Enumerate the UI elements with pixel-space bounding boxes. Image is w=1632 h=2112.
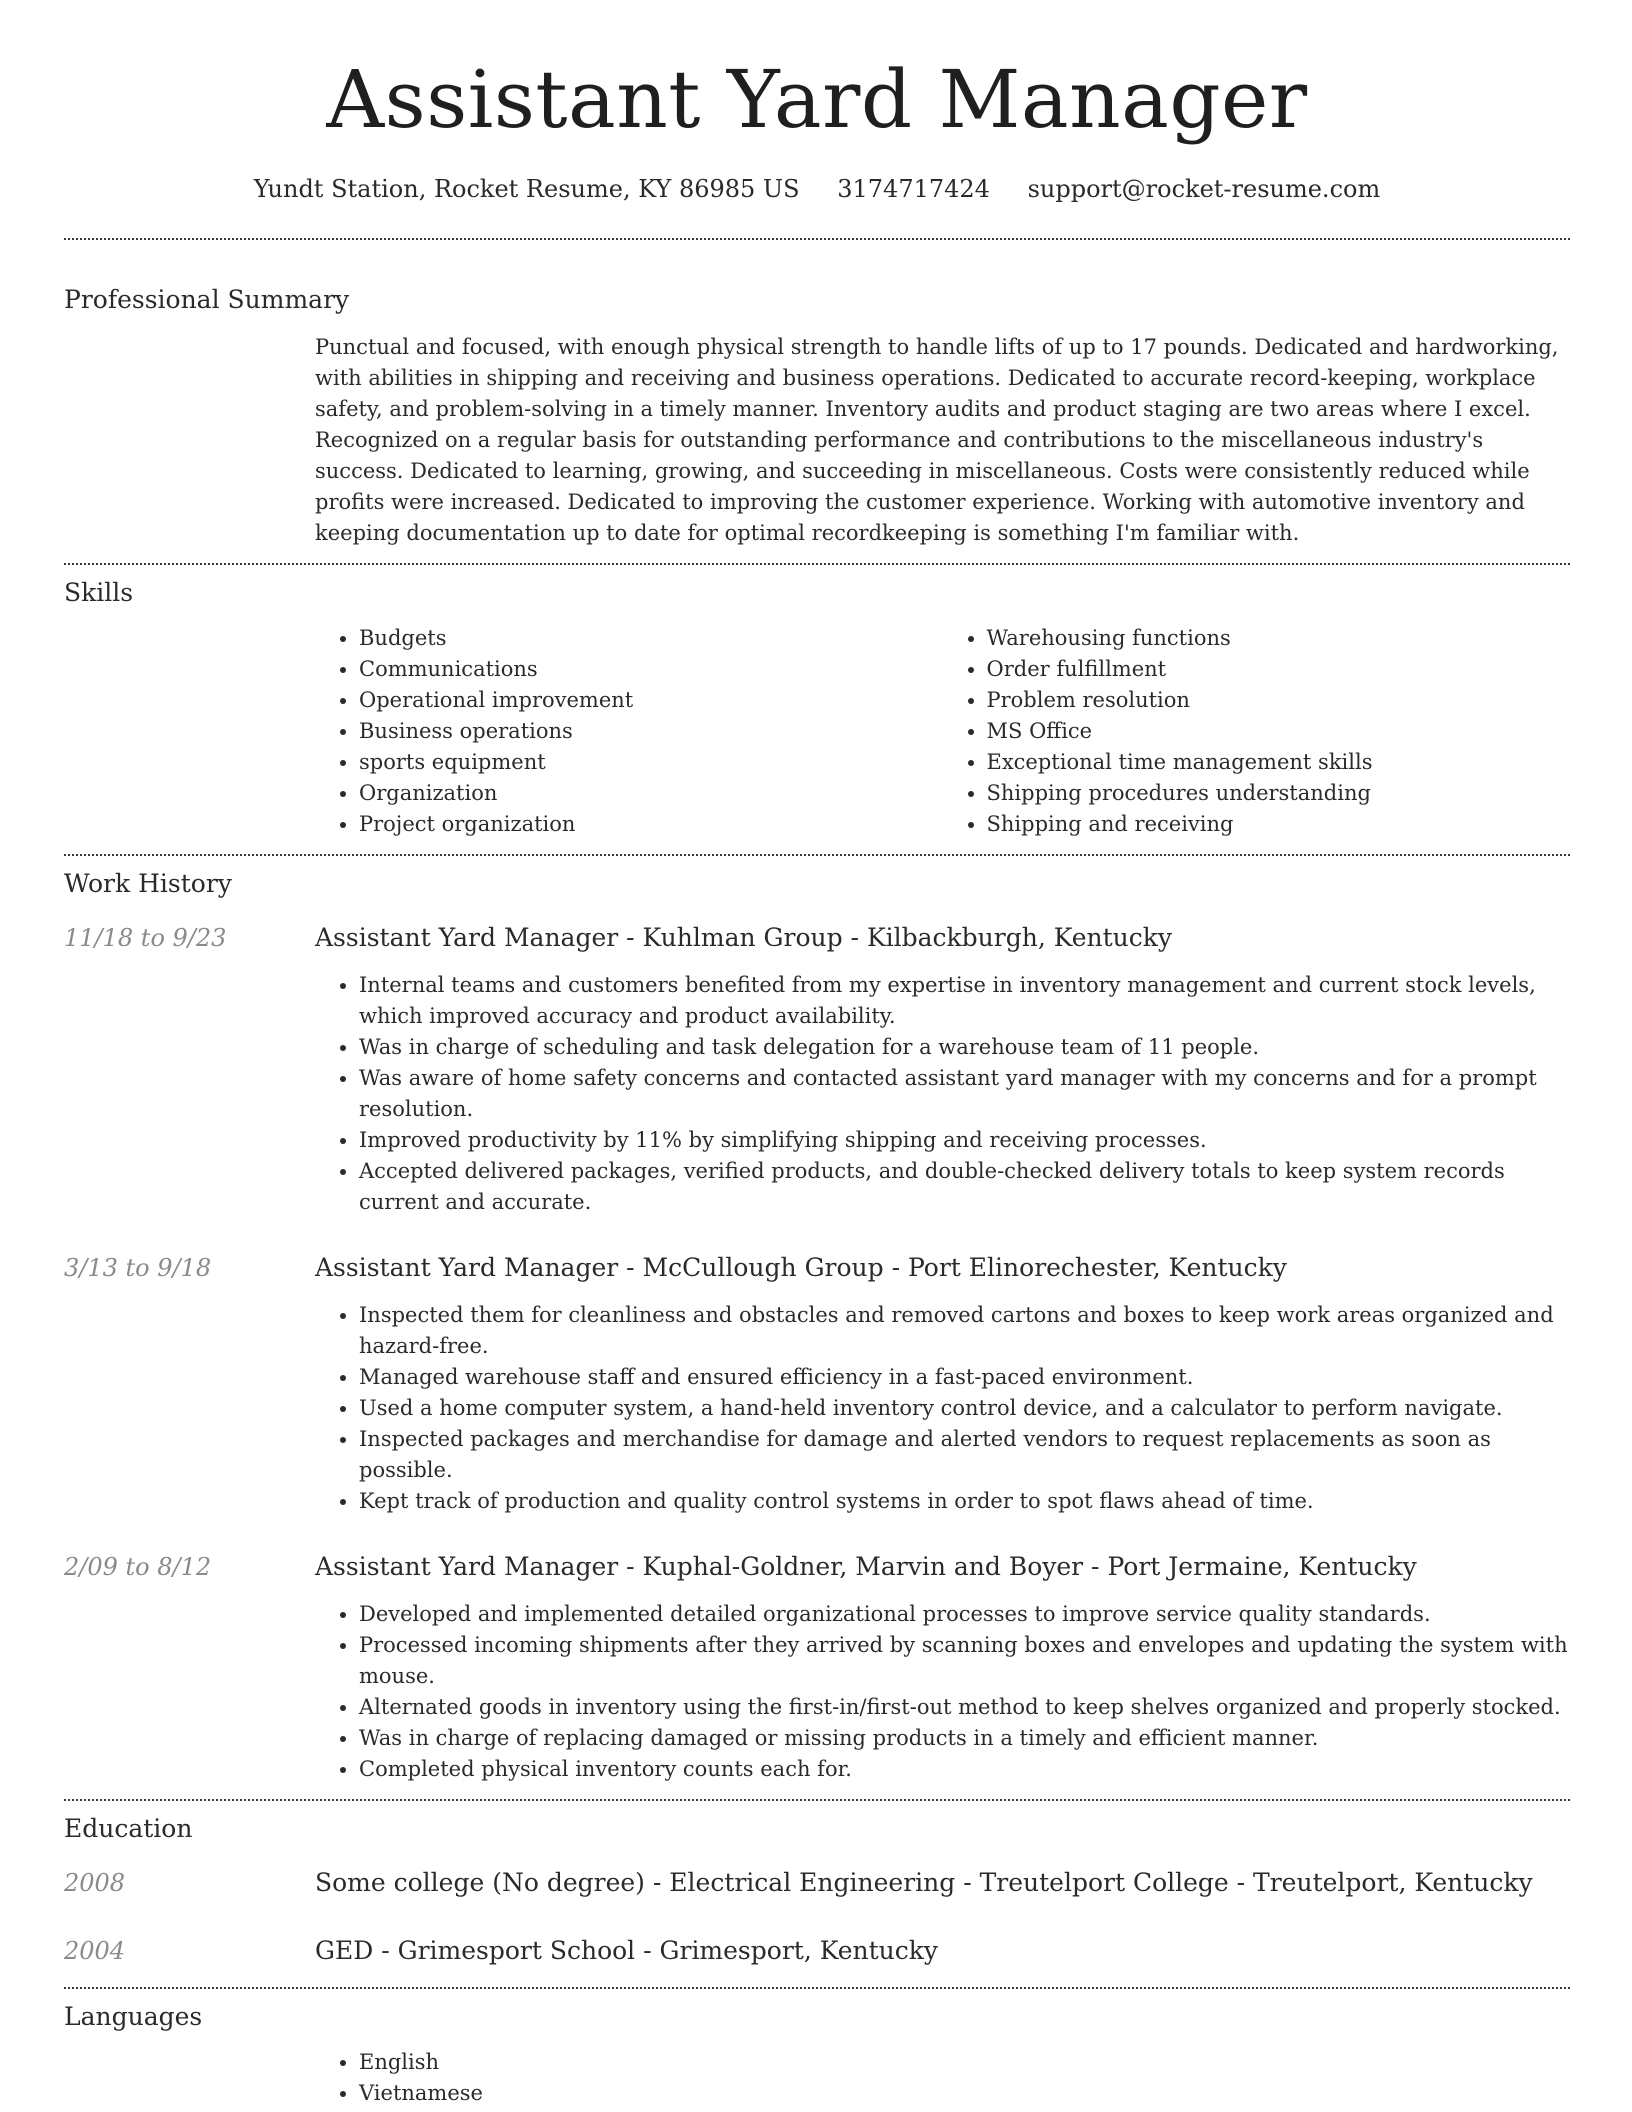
contact-line: [64, 174, 1570, 204]
skill-item: • Budgets: [359, 623, 943, 654]
job-dates: 2/09 to 8/12: [64, 1553, 212, 1581]
education-title: GED - Grimesport School - Grimesport, Kentucky: [315, 1936, 939, 1965]
contact-phone: 3174717424: [837, 175, 990, 203]
section-title-skills: Skills: [64, 578, 134, 607]
divider: [64, 1987, 1570, 1989]
job-duty: • Was aware of home safety concerns and contacted assistant yard manager with my concerns and for a prompt resolution.: [359, 1063, 1570, 1125]
job-title: Assistant Yard Manager - Kuphal-Goldner, Marvin and Boyer - Port Jermaine, Kentucky: [315, 1552, 1417, 1581]
job-duty: • Inspected packages and merchandise for damage and alerted vendors to request replacements as soon as possible.: [359, 1424, 1570, 1486]
job-duties: [315, 1300, 1570, 1517]
skill-item: • sports equipment: [359, 747, 943, 778]
job-duty: • Developed and implemented detailed organizational processes to improve service quality standards.: [359, 1599, 1570, 1630]
job-duty: • Was in charge of scheduling and task delegation for a warehouse team of 11 people.: [359, 1032, 1570, 1063]
job-duty: • Processed incoming shipments after they arrived by scanning boxes and envelopes and updating the system with mouse.: [359, 1630, 1570, 1692]
skill-item: • Order fulfillment: [987, 654, 1571, 685]
job-duty: • Completed physical inventory counts each for.: [359, 1754, 1570, 1785]
languages-list: [315, 2047, 1570, 2109]
summary-text: Punctual and focused, with enough physical strength to handle lifts of up to 17 pounds. Dedicated and hardworking, with abilities in shipping and receiving and business operations. Dedicated to accurate record-keeping, workplace safety, and problem-solving in a timely manner. Inventory audits and product staging are two areas where I excel. Recognized on a regular basis for outstanding performance and contributions to the miscellaneous industry's success. Dedicated to learning, growing, and succeeding in miscellaneous. Costs were consistently reduced while profits were increased. Dedicated to improving the customer experience. Working with automotive inventory and keeping documentation up to date for optimal recordkeeping is something I'm familiar with.: [315, 335, 1559, 545]
resume-name: Assistant Yard Manager: [326, 53, 1308, 146]
job-title: Assistant Yard Manager - Kuhlman Group - Kilbackburgh, Kentucky: [315, 923, 1173, 952]
skill-item: • MS Office: [987, 716, 1571, 747]
skills-column-right: [943, 623, 1571, 840]
job-duties: [315, 1599, 1570, 1785]
divider: [64, 238, 1570, 240]
education-entry: [64, 1867, 1570, 1899]
skill-item: • Operational improvement: [359, 685, 943, 716]
divider: [64, 563, 1570, 565]
skill-item: • Shipping procedures understanding: [987, 778, 1571, 809]
skill-item: • Exceptional time management skills: [987, 747, 1571, 778]
skill-item: • Project organization: [359, 809, 943, 840]
education-year: 2004: [64, 1937, 126, 1965]
education-year: 2008: [64, 1869, 126, 1897]
skill-item: • Business operations: [359, 716, 943, 747]
skill-item: • Problem resolution: [987, 685, 1571, 716]
job-dates: 3/13 to 9/18: [64, 1254, 212, 1282]
job-duty: • Was in charge of replacing damaged or missing products in a timely and efficient manner.: [359, 1723, 1570, 1754]
job-title: Assistant Yard Manager - McCullough Group - Port Elinorechester, Kentucky: [315, 1253, 1287, 1282]
job-duty: • Managed warehouse staff and ensured efficiency in a fast-paced environment.: [359, 1362, 1570, 1393]
section-title-education: Education: [64, 1814, 193, 1843]
job-duty: • Accepted delivered packages, verified products, and double-checked delivery totals to keep system records current and accurate.: [359, 1156, 1570, 1218]
education-entry: [64, 1935, 1570, 1967]
job-entry: [64, 1551, 1570, 1785]
skill-item: • Warehousing functions: [987, 623, 1571, 654]
job-duties: [315, 970, 1570, 1218]
job-dates: 11/18 to 9/23: [64, 924, 227, 952]
section-title-work-history: Work History: [64, 869, 232, 898]
skills-list: [315, 623, 1570, 840]
job-duty: • Improved productivity by 11% by simplifying shipping and receiving processes.: [359, 1125, 1570, 1156]
job-duty: • Alternated goods in inventory using the first-in/first-out method to keep shelves organized and properly stocked.: [359, 1692, 1570, 1723]
skill-item: • Communications: [359, 654, 943, 685]
job-duty: • Used a home computer system, a hand-held inventory control device, and a calculator to perform navigate.: [359, 1393, 1570, 1424]
education-title: Some college (No degree) - Electrical Engineering - Treutelport College - Treutelport, Kentucky: [315, 1868, 1533, 1897]
job-entry: [64, 1252, 1570, 1517]
divider: [64, 1799, 1570, 1801]
contact-address: Yundt Station, Rocket Resume, KY 86985 US: [253, 175, 800, 203]
skills-column-left: [315, 623, 943, 840]
language-item: • Vietnamese: [359, 2078, 1570, 2109]
section-title-summary: Professional Summary: [64, 285, 350, 314]
contact-email: support@rocket-resume.com: [1027, 175, 1381, 203]
job-duty: • Inspected them for cleanliness and obstacles and removed cartons and boxes to keep work areas organized and hazard-free.: [359, 1300, 1570, 1362]
job-duty: • Internal teams and customers benefited from my expertise in inventory management and current stock levels, which improved accuracy and product availability.: [359, 970, 1570, 1032]
skill-item: • Shipping and receiving: [987, 809, 1571, 840]
job-duty: • Kept track of production and quality control systems in order to spot flaws ahead of time.: [359, 1486, 1570, 1517]
job-entry: [64, 922, 1570, 1218]
divider: [64, 854, 1570, 856]
resume-page: [64, 0, 1570, 2109]
section-title-languages: Languages: [64, 2002, 203, 2031]
skill-item: • Organization: [359, 778, 943, 809]
language-item: • English: [359, 2047, 1570, 2078]
